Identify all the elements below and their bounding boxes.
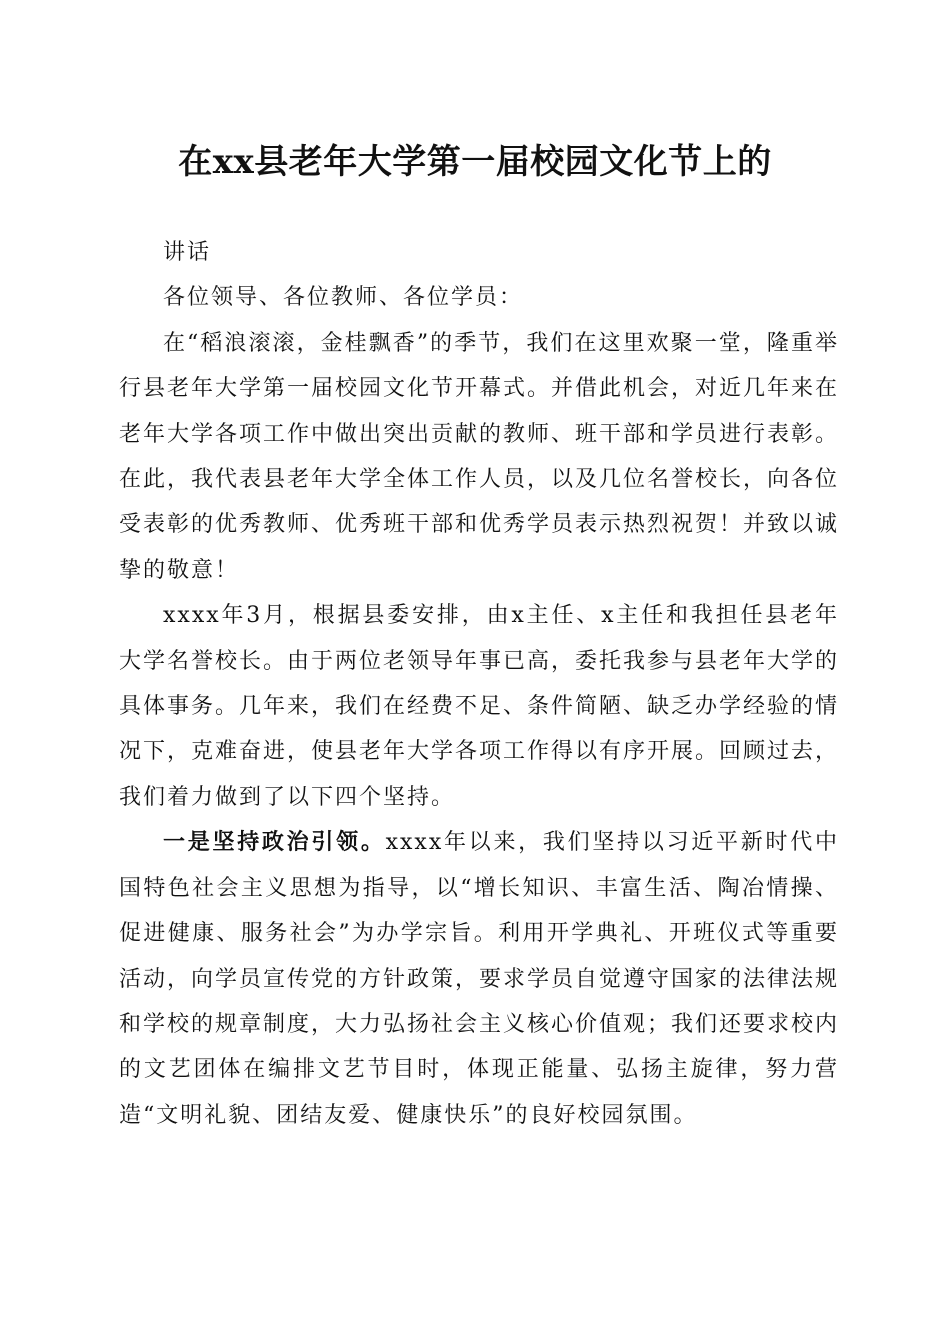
document-body <box>119 230 839 1138</box>
paragraph-text: 在“稻浪滚滚，金桂飘香”的季节，我们在这里欢聚一堂，隆重举行县老年大学第一届校园文化节开幕式。并借此机会，对近几年来在老年大学各项工作中做出突出贡献的教师、班干部和学员进行表彰。在此，我代表县老年大学全体工作人员，以及几位名誉校长，向各位受表彰的优秀教师、优秀班干部和优秀学员表示热烈祝贺！并致以诚挚的敬意！ <box>119 330 840 583</box>
paragraph-text: xxxx年以来，我们坚持以习近平新时代中国特色社会主义思想为指导，以“增长知识、丰富生活、陶冶情操、促进健康、服务社会”为办学宗旨。利用开学典礼、开班仪式等重要活动，向学员宣传党的方针政策，要求学员自觉遵守国家的法律法规和学校的规章制度，大力弘扬社会主义核心价值观；我们还要求校内的文艺团体在编排文艺节目时，体现正能量、弘扬主旋律，努力营造“文明礼貌、团结友爱、健康快乐”的良好校园氛围。 <box>119 830 840 1128</box>
paragraph-1 <box>119 321 839 593</box>
subtitle-line: 讲话 <box>163 240 212 265</box>
paragraph-text: xxxx年3月，根据县委安排，由x主任、x主任和我担任县老年大学名誉校长。由于两位老领导年事已高，委托我参与县老年大学的具体事务。几年来，我们在经费不足、条件简陋、缺乏办学经验的情况下，克难奋进，使县老年大学各项工作得以有序开展。回顾过去，我们着力做到了以下四个坚持。 <box>119 603 840 810</box>
document-title: 在xx县老年大学第一届校园文化节上的 <box>178 142 772 182</box>
paragraph-lead: 一是坚持政治引领。 <box>163 829 386 856</box>
paragraph-2 <box>119 593 839 820</box>
paragraph-3 <box>119 820 839 1138</box>
salutation: 各位领导、各位教师、各位学员： <box>163 285 524 311</box>
